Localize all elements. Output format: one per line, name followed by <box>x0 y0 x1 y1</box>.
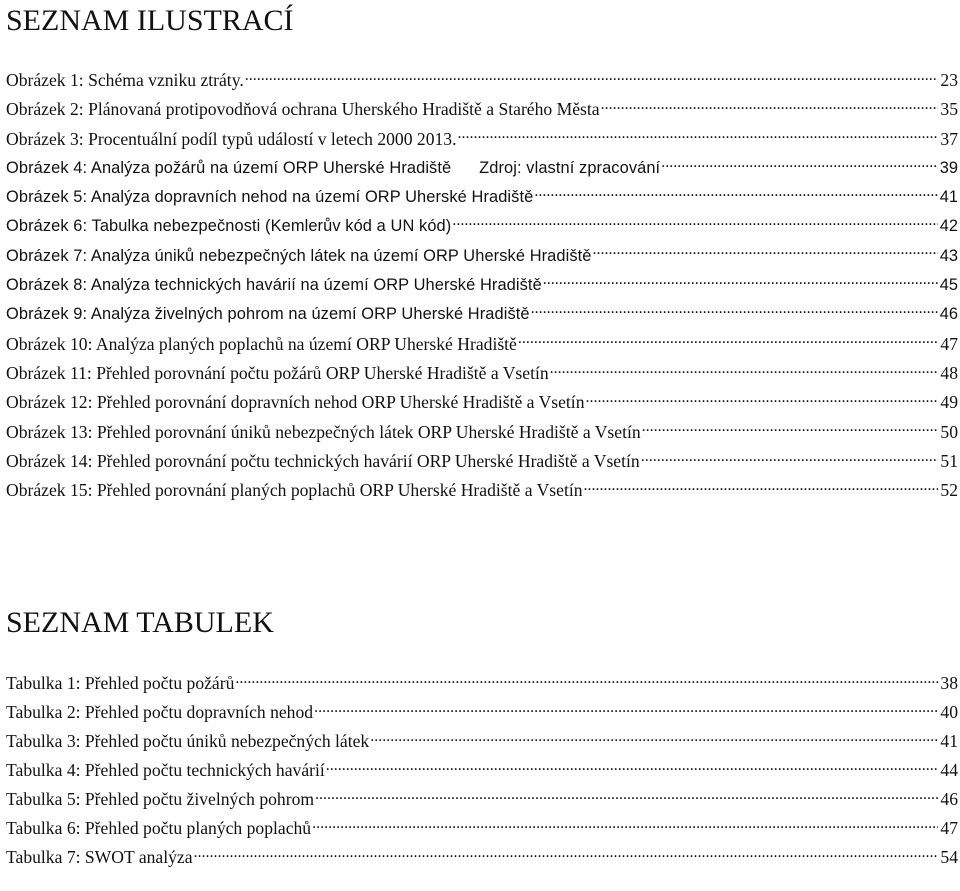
toc-entry-label: Obrázek 7: Analýza úniků nebezpečných látek na území ORP Uherské Hradiště <box>6 246 592 265</box>
tables-heading: SEZNAM TABULEK <box>6 606 274 639</box>
toc-entry[interactable] <box>6 242 958 271</box>
toc-entry[interactable] <box>6 95 958 124</box>
toc-entry-label: Obrázek 5: Analýza dopravních nehod na území ORP Uherské Hradiště <box>6 188 534 207</box>
toc-entry[interactable] <box>6 154 958 183</box>
toc-entry-page: 41 <box>940 731 958 751</box>
toc-entry-label: Obrázek 15: Přehled porovnání planých poplachů ORP Uherské Hradiště a Vsetín <box>6 480 583 501</box>
toc-entry-page: 47 <box>940 333 958 354</box>
dot-leader <box>549 361 939 379</box>
toc-entry[interactable] <box>6 359 958 388</box>
toc-entry-page: 42 <box>939 217 958 236</box>
toc-entry-label: Tabulka 6: Přehled počtu planých poplachů <box>6 818 312 838</box>
dot-leader <box>660 155 938 173</box>
toc-entry-page: 38 <box>940 673 958 693</box>
dot-leader <box>600 98 939 116</box>
toc-entry[interactable] <box>6 756 958 785</box>
toc-entry-page: 50 <box>940 421 958 442</box>
toc-entry-label: Obrázek 9: Analýza živelných pohrom na území ORP Uherské Hradiště <box>6 305 530 324</box>
dot-leader <box>542 272 938 290</box>
toc-entry[interactable] <box>6 330 958 359</box>
dot-leader <box>640 449 939 467</box>
dot-leader <box>311 816 938 834</box>
dot-leader <box>533 185 937 203</box>
toc-entry-label: Obrázek 6: Tabulka nebezpečnosti (Kemlerův kód a UN kód) <box>6 217 452 236</box>
toc-entry[interactable] <box>6 727 958 756</box>
toc-entry-label: Obrázek 3: Procentuální podíl typů událostí v letech 2000 2013. <box>6 128 457 149</box>
toc-entry[interactable] <box>6 125 958 154</box>
toc-entry[interactable] <box>6 476 958 505</box>
illustrations-heading: SEZNAM ILUSTRACÍ <box>6 4 294 37</box>
tables-list <box>6 669 958 872</box>
dot-leader <box>313 700 938 718</box>
toc-entry-page: 41 <box>939 188 958 207</box>
toc-entry[interactable] <box>6 447 958 476</box>
dot-leader <box>369 729 938 747</box>
toc-entry-label: Obrázek 8: Analýza technických havárií na území ORP Uherské Hradiště <box>6 276 542 295</box>
toc-entry[interactable] <box>6 183 958 212</box>
toc-entry-page: 44 <box>940 760 958 780</box>
toc-entry-page: 47 <box>940 818 958 838</box>
toc-entry-label: Obrázek 14: Přehled porovnání počtu technických havárií ORP Uherské Hradiště a Vsetín <box>6 450 640 471</box>
toc-entry[interactable] <box>6 388 958 417</box>
toc-entry[interactable] <box>6 212 958 241</box>
toc-entry-label: Tabulka 4: Přehled počtu technických havárií <box>6 760 325 780</box>
dot-leader <box>583 479 939 497</box>
toc-entry-page: 43 <box>939 246 958 265</box>
toc-entry[interactable] <box>6 698 958 727</box>
toc-entry[interactable] <box>6 843 958 872</box>
dot-leader <box>592 243 938 261</box>
dot-leader <box>585 391 939 409</box>
dot-leader <box>314 787 938 805</box>
dot-leader <box>244 68 939 86</box>
dot-leader <box>451 214 937 232</box>
dot-leader <box>193 845 939 863</box>
toc-entry-page: 40 <box>940 702 958 722</box>
toc-entry-page: 46 <box>939 305 958 324</box>
dot-leader <box>641 420 939 438</box>
toc-entry-label: Obrázek 4: Analýza požárů na území ORP Uherské Hradiště Zdroj: vlastní zpracování <box>6 158 661 177</box>
toc-entry-label: Obrázek 1: Schéma vzniku ztráty. <box>6 70 244 90</box>
toc-entry-label: Tabulka 5: Přehled počtu živelných pohrom <box>6 789 315 809</box>
toc-entry[interactable] <box>6 271 958 300</box>
toc-entry[interactable] <box>6 814 958 843</box>
toc-entry-label: Obrázek 10: Analýza planých poplachů na území ORP Uherské Hradiště <box>6 333 517 354</box>
illustrations-list <box>6 66 958 505</box>
dot-leader <box>234 671 938 689</box>
toc-entry-page: 45 <box>939 276 958 295</box>
toc-entry-page: 48 <box>940 362 958 383</box>
dot-leader <box>517 332 939 350</box>
toc-entry-page: 52 <box>940 480 958 501</box>
toc-entry-label: Tabulka 1: Přehled počtu požárů <box>6 673 235 693</box>
toc-entry-page: 54 <box>940 847 958 867</box>
toc-entry-page: 37 <box>940 128 958 149</box>
dot-leader <box>325 758 939 776</box>
dot-leader <box>457 127 939 145</box>
toc-entry-page: 49 <box>940 392 958 413</box>
toc-entry[interactable] <box>6 418 958 447</box>
toc-entry-label: Tabulka 7: SWOT analýza <box>6 847 193 867</box>
toc-entry-label: Obrázek 11: Přehled porovnání počtu požárů ORP Uherské Hradiště a Vsetín <box>6 362 549 383</box>
toc-entry-label: Obrázek 12: Přehled porovnání dopravních nehod ORP Uherské Hradiště a Vsetín <box>6 392 585 413</box>
toc-entry-label: Obrázek 2: Plánovaná protipovodňová ochrana Uherského Hradiště a Starého Města <box>6 99 600 120</box>
toc-entry-page: 35 <box>940 99 958 120</box>
toc-entry-page: 51 <box>940 450 958 471</box>
toc-entry-label: Obrázek 13: Přehled porovnání úniků nebezpečných látek ORP Uherské Hradiště a Vsetín <box>6 421 641 442</box>
dot-leader <box>530 302 938 320</box>
toc-entry-page: 39 <box>939 158 958 177</box>
toc-entry-page: 23 <box>940 70 958 90</box>
toc-entry-page: 46 <box>940 789 958 809</box>
toc-entry[interactable] <box>6 66 958 95</box>
toc-entry[interactable] <box>6 669 958 698</box>
toc-entry[interactable] <box>6 300 958 329</box>
toc-entry-label: Tabulka 3: Přehled počtu úniků nebezpečných látek <box>6 731 370 751</box>
toc-entry-label: Tabulka 2: Přehled počtu dopravních nehod <box>6 702 314 722</box>
toc-entry[interactable] <box>6 785 958 814</box>
